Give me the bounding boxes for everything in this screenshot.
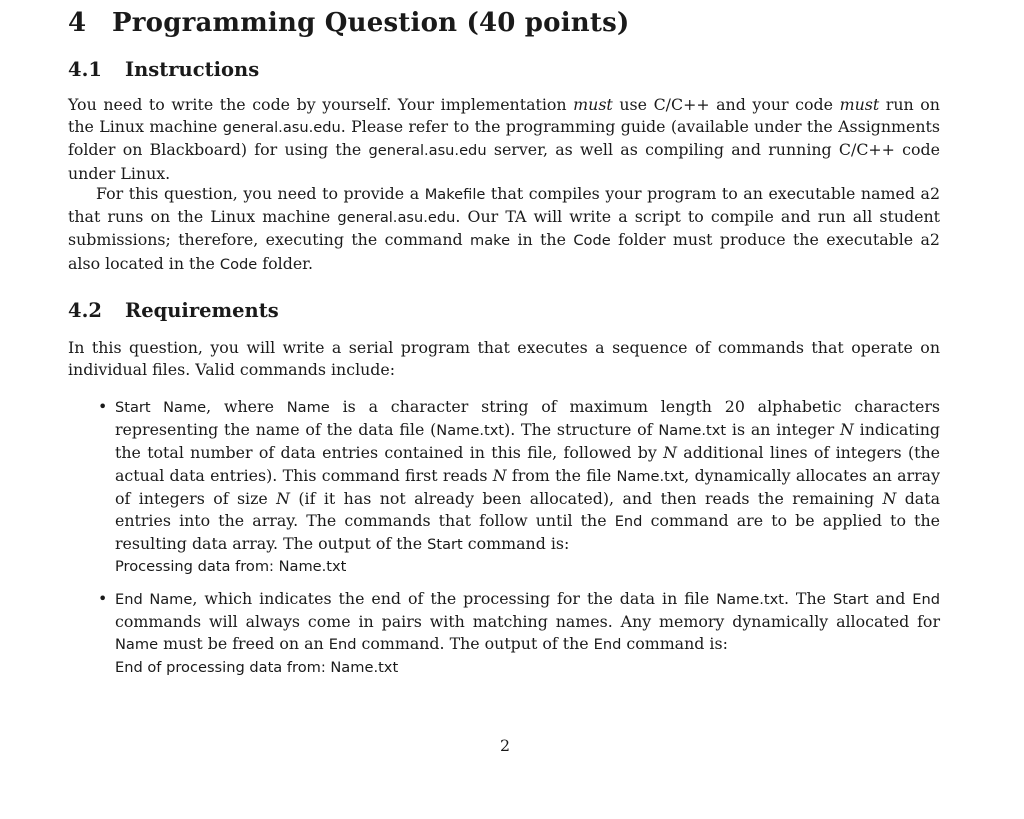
subsection-number: 4.2 bbox=[68, 299, 102, 322]
list-item-text: Start Name, where Name is a character string of maximum length 20 alphabetic characters representing the name of the data file (Name.txt). The structure of Name.txt is an integer N indicating the total number of data entries contained in this file, followed by N additional lines of integers (the actual data entries). This command first reads N from the file Name.txt, dynamically allocates an array of integers of size N (if it has not already been allocated), and then reads the remaining N data entries into the array. The commands that follow until the End command are to be applied to the resulting data array. The output of the Start command is: Processing data from: Name.txt bbox=[115, 396, 940, 579]
requirements-paragraph: In this question, you will write a serial program that executes a sequence of commands that operate on individual files. Valid commands include: bbox=[68, 338, 940, 380]
subsection-heading-4-1 bbox=[68, 58, 259, 81]
subsection-heading-4-2 bbox=[68, 299, 279, 322]
bullet-icon: • bbox=[98, 589, 108, 608]
subsection-number: 4.1 bbox=[68, 58, 102, 81]
instructions-paragraph-1: You need to write the code by yourself. Your implementation must use C/C++ and your code must run on the Linux machine general.asu.edu. Please refer to the programming guide (available under the Assignments folder on Blackboard) for using the general.asu.edu server, as well as compiling and running C/C++ code under Linux. bbox=[68, 95, 940, 183]
section-heading-4 bbox=[68, 8, 629, 38]
section-number: 4 bbox=[68, 8, 87, 38]
subsection-title: Instructions bbox=[125, 58, 260, 81]
end-output-text: End of processing data from: Name.txt bbox=[115, 658, 399, 676]
subsection-title: Requirements bbox=[125, 299, 279, 322]
list-item-text: End Name, which indicates the end of the processing for the data in file Name.txt. The Start and End commands will always come in pairs with matching names. Any memory dynamically allocated for Name must be freed on an End command. The output of the End command is: End of processing data from: Name.txt bbox=[115, 588, 940, 679]
bullet-icon: • bbox=[98, 397, 108, 416]
instructions-paragraph-2: For this question, you need to provide a Makefile that compiles your program to an executable named a2 that runs on the Linux machine general.asu.edu. Our TA will write a script to compile and run all student submissions; therefore, executing the command make in the Code folder must produce the executable a2 also located in the Code folder. bbox=[68, 184, 940, 273]
section-title: Programming Question (40 points) bbox=[112, 8, 630, 38]
start-output-text: Processing data from: Name.txt bbox=[115, 558, 347, 576]
page-number: 2 bbox=[499, 736, 511, 755]
